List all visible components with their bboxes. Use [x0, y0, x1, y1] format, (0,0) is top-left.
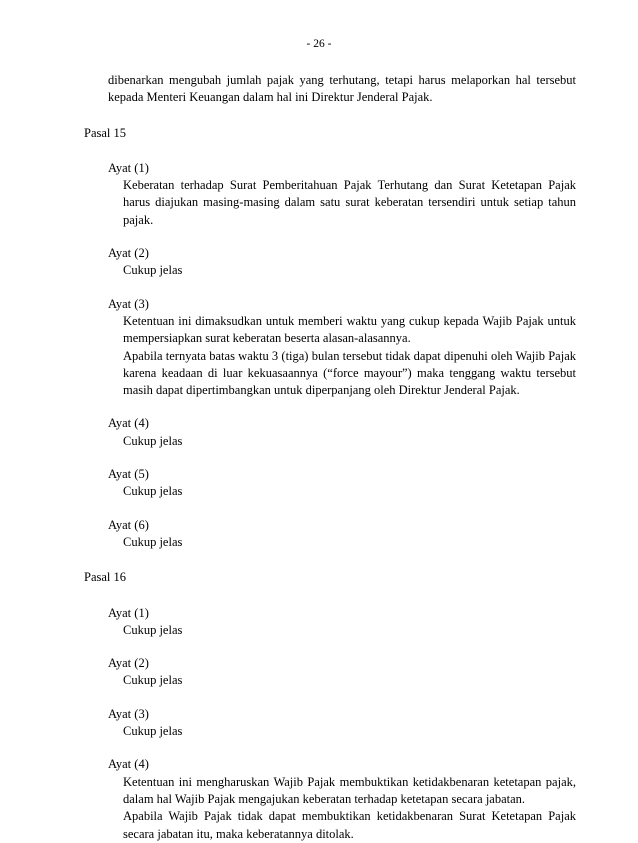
pasal-16-ayat-4-text: Apabila Wajib Pajak tidak dapat membuktikan ketidakbenaran Surat Ketetapan Pajak secara jabatan itu, maka keberatannya ditolak. [123, 809, 576, 841]
pasal-15-ayat-4-text: Cukup jelas [123, 433, 183, 448]
pasal-15-heading: Pasal 15 [84, 125, 127, 140]
pasal-15-ayat-2-text: Cukup jelas [123, 263, 183, 278]
page-number: - 26 - [306, 38, 332, 50]
pasal-15-ayat-1-title: Ayat (1) [108, 160, 149, 175]
pasal-16-ayat-1-title: Ayat (1) [108, 605, 149, 620]
pasal-15-ayat-3-title: Ayat (3) [108, 296, 149, 311]
pasal-16-ayat-2-title: Ayat (2) [108, 656, 149, 671]
pasal-16-ayat-1-text: Cukup jelas [123, 622, 183, 637]
pasal-15-ayat-3-text: Apabila ternyata batas waktu 3 (tiga) bulan tersebut tidak dapat dipenuhi oleh Wajib Pajak karena keadaan di luar kekuasaannya (“force mayour”) maka tenggang waktu tersebut masih dapat dipertimbangkan untuk diperpanjang oleh Direktur Jenderal Pajak. [123, 348, 576, 398]
document-body [0, 72, 638, 843]
pasal-15-ayat-1-text: Keberatan terhadap Surat Pemberitahuan Pajak Terhutang dan Surat Ketetapan Pajak harus diajukan masing-masing dalam satu surat keberatan tersendiri untuk setiap tahun pajak. [123, 178, 576, 227]
continuation-paragraph: dibenarkan mengubah jumlah pajak yang terhutang, tetapi harus melaporkan hal tersebut kepada Menteri Keuangan dalam hal ini Direktur Jenderal Pajak. [108, 73, 576, 105]
pasal-16-ayat-2-text: Cukup jelas [123, 673, 183, 688]
pasal-15-ayat-3-text: Ketentuan ini dimaksudkan untuk memberi waktu yang cukup kepada Wajib Pajak untuk mempersiapkan surat keberatan beserta alasan-alasannya. [123, 313, 576, 346]
pasal-15-ayat-5-text: Cukup jelas [123, 484, 183, 499]
pasal-15-ayat-2-title: Ayat (2) [108, 246, 149, 261]
pasal-15-ayat-6-text: Cukup jelas [123, 534, 183, 549]
pasal-16-heading: Pasal 16 [84, 570, 127, 585]
pasal-15-ayat-6-title: Ayat (6) [108, 517, 149, 532]
pasal-16-ayat-3-title: Ayat (3) [108, 706, 149, 721]
pasal-16-ayat-3-text: Cukup jelas [123, 724, 183, 739]
pasal-16-ayat-4-text: Ketentuan ini mengharuskan Wajib Pajak membuktikan ketidakbenaran ketetapan pajak, dalam hal Wajib Pajak mengajukan keberatan terhadap ketetapan secara jabatan. [123, 774, 576, 806]
pasal-16-ayat-4-title: Ayat (4) [108, 757, 149, 772]
pasal-15-ayat-5-title: Ayat (5) [108, 467, 149, 482]
pasal-15-ayat-4-title: Ayat (4) [108, 416, 149, 431]
